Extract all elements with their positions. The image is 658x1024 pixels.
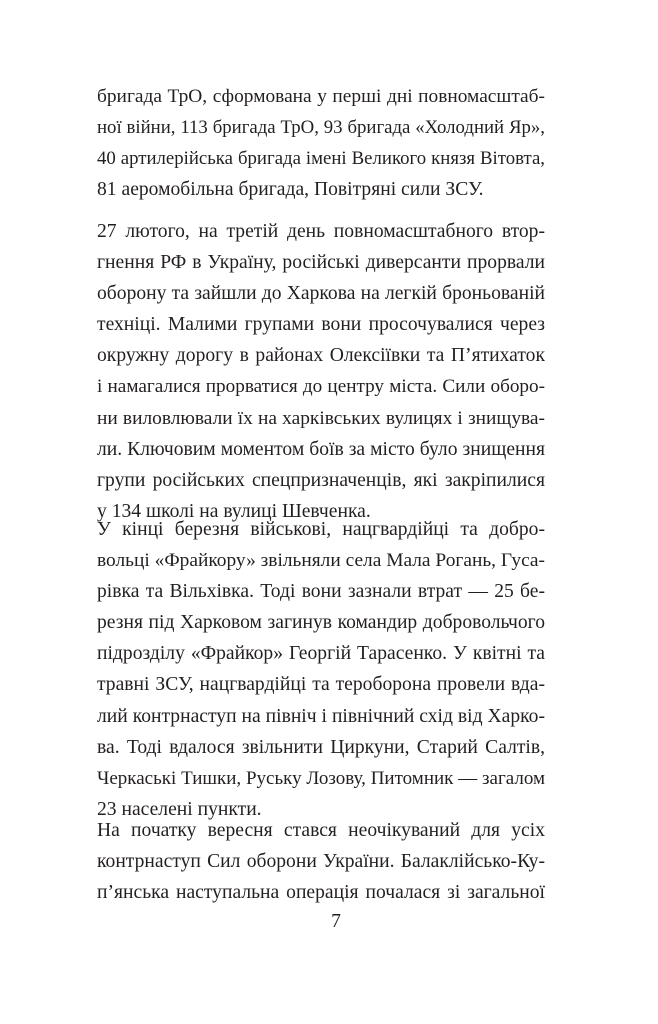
text-line: групи російських спецпризначенців, які закріпилися [97,469,545,491]
page-number: 7 [331,911,341,932]
text-line: ва. Тоді вдалося звільнити Циркуни, Старий Салтів, [97,736,545,758]
text-line: гнення РФ в Україну, російські диверсанти прорвали [97,252,545,274]
text-line: ли. Ключовим моментом боїв за місто було знищення [97,438,545,460]
text-line: техніці. Малими групами вони просочувалися через [97,314,545,336]
text-line: бригада ТрО, сформована у перші дні повномасштаб- [97,86,545,107]
text-line: ної війни, 113 бригада ТрО, 93 бригада «Холодний Яр», [97,117,545,139]
text-line: 40 артилерійська бригада імені Великого князя Вітовта, [97,148,545,170]
paragraph-september-counteroffensive [97,815,545,908]
text-line: травні ЗСУ, нацгвардійці та тероборона провели вда- [97,674,545,696]
text-line: окружну дорогу в районах Олексіївки та П’ятихаток [97,345,545,367]
text-line: лий контрнаступ на північ і північний схід від Харко- [97,705,545,727]
text-line: 81 аеромобільна бригада, Повітряні сили ЗСУ. [97,179,484,201]
text-line: у 134 школі на вулиці Шевченка. [97,500,371,522]
text-line: ни виловлювали їх на харківських вулицях і знищува- [97,407,545,429]
text-line: і намагалися прорватися до центру міста. Сили оборо- [97,376,545,398]
text-line: 23 населені пункти. [97,798,262,820]
text-line: На початку вересня стався неочікуваний для усіх [97,820,545,841]
text-line: вольці «Фрайкору» звільняли села Мала Рогань, Гуса- [97,550,545,572]
text-line: резня під Харковом загинув командир добровольчого [97,612,545,634]
text-line: У кінці березня військові, нацгвардійці та добро- [97,519,545,540]
paragraph-march-counteroffensive [97,514,545,825]
paragraph-brigades [97,81,545,205]
text-line: підрозділу «Фрайкор» Георгій Тарасенко. У квітні та [97,643,545,665]
text-line: рівка та Вільхівка. Тоді вони зазнали втрат — 25 бе- [97,581,545,603]
text-line: 27 лютого, на третій день повномасштабного втор- [97,221,545,242]
text-line: оборону та зайшли до Харкова на легкій броньованій [97,283,545,305]
paragraph-february-27 [97,216,545,527]
text-line: п’янська наступальна операція почалася зі загальної [97,882,545,904]
text-line: контрнаступ Сил оборони України. Балаклійсько-Ку- [97,851,545,873]
text-line: Черкаські Тишки, Руську Лозову, Питомник — загалом [97,767,545,789]
